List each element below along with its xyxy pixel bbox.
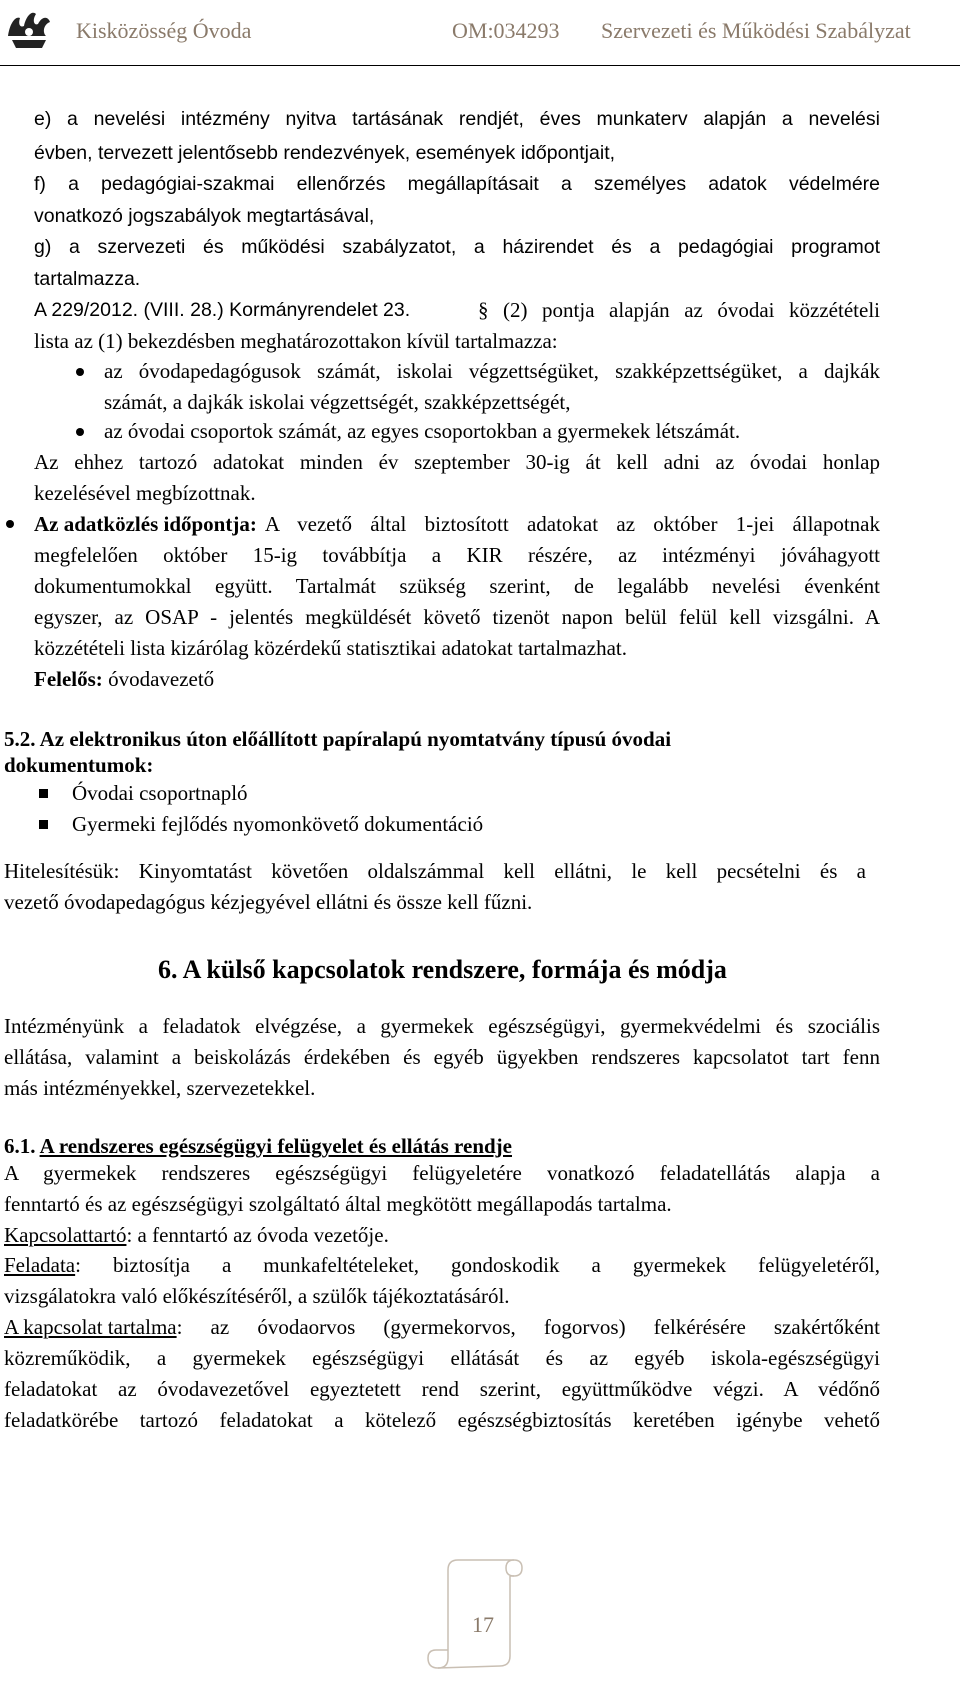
section-number: 6.1. [4, 1134, 36, 1158]
text-segment: : biztosítja a munkafeltételeket, gondoskodik a gyermekek felügyeletéről, [75, 1253, 880, 1277]
text-line: vonatkozó jogszabályok megtartásával, [34, 205, 375, 227]
text-line: kezelésével megbízottnak. [34, 481, 256, 505]
text-line [34, 666, 214, 692]
text-line: Hitelesítésük: Kinyomtatást követően oldalszámmal kell ellátni, le kell pecsételni és a [4, 859, 866, 883]
text-line: Az ehhez tartozó adatokat minden év szeptember 30-ig át kell adni az óvodai honlap [34, 450, 880, 474]
text-line: g) a szervezeti és működési szabályzatot, a házirendet és a pedagógiai programot [34, 236, 880, 258]
text-line: feladatokat az óvodavezetővel egyeztetett rend szerint, együttműködve végzi. A védőnő [4, 1377, 880, 1401]
text-line: f) a pedagógiai-szakmai ellenőrzés megállapításait a személyes adatok védelmére [34, 173, 880, 195]
label-contact: Kapcsolattartó [4, 1223, 127, 1247]
section-heading-5-2-cont: dokumentumok: [4, 753, 154, 777]
text-line: tartalmazza. [34, 268, 141, 290]
section-heading-5-2: 5.2. Az elektronikus úton előállított papíralapú nyomtatvány típusú óvodai [4, 727, 672, 751]
text-segment: : az óvodaorvos (gyermekorvos, fogorvos) felkérésére szakértőként [176, 1315, 880, 1339]
label-contact-content: A kapcsolat tartalma [4, 1315, 177, 1339]
square-bullet-icon [39, 820, 48, 829]
square-bullet-icon [39, 789, 48, 798]
text-line: dokumentumokkal együtt. Tartalmát szükség szerint, de legalább nevelési évenként [34, 574, 880, 598]
text-segment: óvodavezető [108, 667, 215, 691]
bullet-icon [6, 520, 14, 528]
text-line: Intézményünk a feladatok elvégzése, a gyermekek egészségügyi, gyermekvédelmi és szociális [4, 1014, 880, 1038]
text-line: A 229/2012. (VIII. 28.) Kormányrendelet 23. [34, 299, 411, 321]
header-om-number: OM:034293 [452, 18, 560, 43]
text-segment: : a fenntartó az óvoda vezetője. [126, 1223, 389, 1247]
list-item: az óvodapedagógusok számát, iskolai végzettségüket, szakképzettségüket, a dajkák [104, 359, 880, 383]
page-header [0, 0, 960, 66]
text-line: fenntartó és az egészségügyi szolgáltató által megkötött megállapodás tartalma. [4, 1192, 672, 1216]
text-line: egyszer, az OSAP - jelentés megküldését követő tizenöt napon belül felül kell vizsgálni. A [34, 605, 880, 629]
text-line: évben, tervezett jelentősebb rendezvények, események időpontjait, [34, 142, 616, 164]
text-line [4, 1252, 880, 1278]
header-document-title: Szervezeti és Működési Szabályzat [601, 18, 911, 43]
label-data-date: Az adatközlés időpontja: [34, 512, 257, 536]
header-school-name: Kisközösség Óvoda [76, 18, 252, 43]
text-line: megfelelően október 15-ig továbbítja a KIR részére, az intézményi jóváhagyott [34, 543, 880, 567]
list-item: Óvodai csoportnapló [72, 781, 248, 805]
text-line: közreműködik, a gyermekek egészségügyi ellátását és az egyéb iskola-egészségügyi [4, 1346, 880, 1370]
page-number: 17 [472, 1612, 494, 1637]
bullet-icon [76, 368, 84, 376]
label-responsible: Felelős: [34, 667, 103, 691]
section-title: A rendszeres egészségügyi felügyelet és ellátás rendje [39, 1134, 512, 1158]
text-line: közzétételi lista kizárólag közérdekű statisztikai adatokat tartalmazhat. [34, 636, 627, 660]
text-line: A gyermekek rendszeres egészségügyi felügyeletére vonatkozó feladatellátás alapja a [4, 1161, 880, 1185]
section-heading-6-1 [4, 1133, 512, 1159]
text-segment: A vezető által biztosított adatokat az október 1-jei állapotnak [264, 512, 880, 536]
text-line: feladatkörébe tartozó feladatokat a kötelező egészségbiztosítás keretében igénybe vehető [4, 1408, 880, 1432]
bullet-icon [76, 428, 84, 436]
text-line [34, 511, 880, 537]
list-item: Gyermeki fejlődés nyomonkövető dokumentáció [72, 812, 484, 836]
text-line [4, 1314, 880, 1340]
section-heading-6: 6. A külső kapcsolatok rendszere, formája és módja [158, 955, 727, 984]
label-task: Feladata [4, 1253, 76, 1277]
list-item: számát, a dajkák iskolai végzettségét, szakképzettségét, [104, 390, 571, 414]
list-item: az óvodai csoportok számát, az egyes csoportokban a gyermekek létszámát. [104, 419, 741, 443]
text-line: e) a nevelési intézmény nyitva tartásának rendjét, éves munkaterv alapján a nevelési [34, 108, 880, 130]
text-line [4, 1222, 389, 1248]
text-line: lista az (1) bekezdésben meghatározottakon kívül tartalmazza: [34, 329, 558, 353]
text-line: más intézményekkel, szervezetekkel. [4, 1076, 316, 1100]
text-line: vezető óvodapedagógus kézjegyével ellátni és össze kell fűzni. [4, 890, 533, 914]
kindergarten-logo-icon [6, 6, 52, 50]
text-line: § (2) pontja alapján az óvodai közzétételi [478, 298, 880, 322]
text-line: ellátása, valamint a beiskolázás érdekében és egyéb ügyekben rendszeres kapcsolatot tart fenn [4, 1045, 880, 1069]
text-line: vizsgálatokra való előkészítéséről, a szülők tájékoztatásáról. [4, 1284, 510, 1308]
